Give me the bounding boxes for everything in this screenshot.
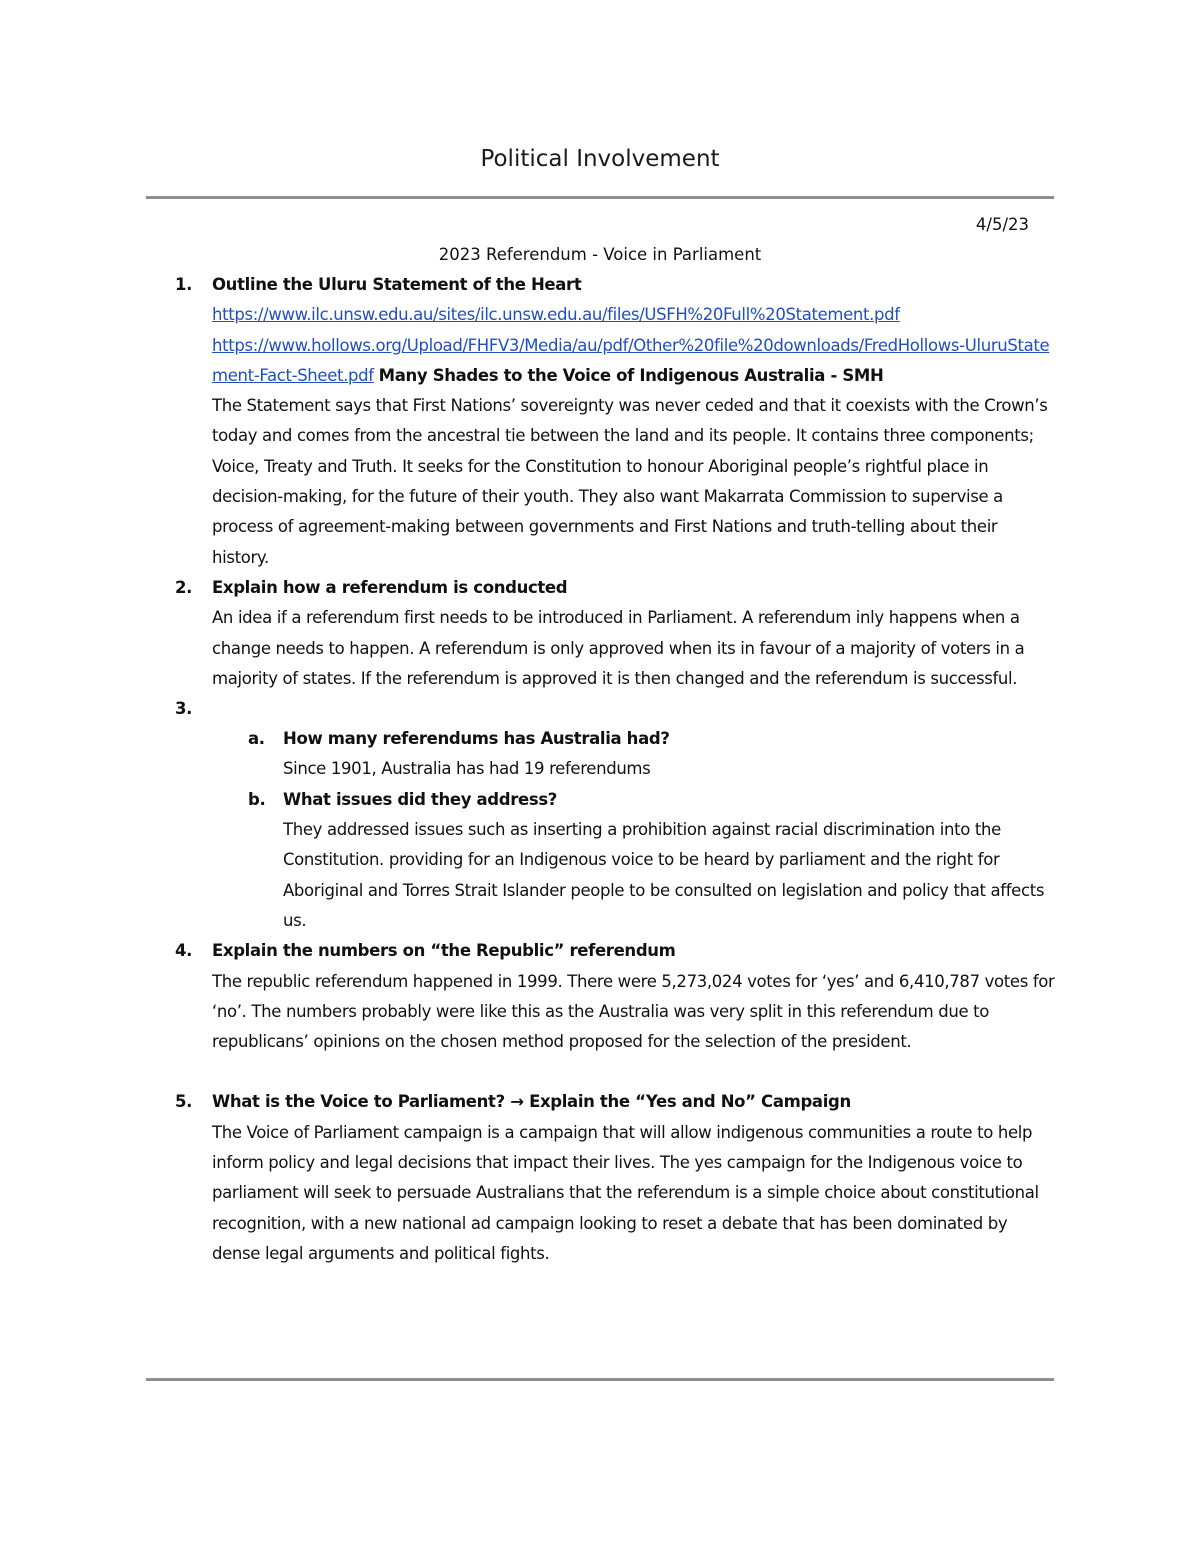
subquestion-heading: How many referendums has Australia had? — [283, 729, 670, 749]
question-heading: Explain the numbers on “the Republic” referendum — [212, 941, 676, 961]
question-1 — [175, 270, 1057, 573]
question-heading: What is the Voice to Parliament? → Explain the “Yes and No” Campaign — [212, 1092, 851, 1112]
reference-source: Many Shades to the Voice of Indigenous Australia - SMH — [378, 365, 884, 385]
answer-text: They addressed issues such as inserting a prohibition against racial discrimination into the Constitution. providing for an Indigenous voice to be heard by parliament and the right for Aboriginal and Torres Strait Islander people to be consulted on legislation and policy that affects us. — [283, 820, 1045, 930]
subquestion-heading: What issues did they address? — [283, 789, 558, 809]
paragraph-gap — [212, 1057, 1057, 1087]
subquestion-a — [212, 724, 1057, 785]
answer-text: The republic referendum happened in 1999. There were 5,273,024 votes for ‘yes’ and 6,410,787 votes for ‘no’. The numbers probably were like this as the Australia was very split in this referendum due to republicans’ opinions on the chosen method proposed for the selection of the president. — [212, 971, 1055, 1052]
subquestion-label: a. — [248, 729, 265, 749]
document-date: 4/5/23 — [975, 215, 1029, 234]
question-heading: Outline the Uluru Statement of the Heart — [212, 275, 582, 294]
question-5 — [175, 1087, 1057, 1269]
question-number: 1. — [175, 275, 193, 294]
answer-text: The Voice of Parliament campaign is a campaign that will allow indigenous communities a route to help inform policy and legal decisions that impact their lives. The yes campaign for the Indigenous voice to parliament will seek to persuade Australians that the referendum is a simple choice about constitutional recognition, with a new national ad campaign looking to reset a debate that has been dominated by dense legal arguments and political fights. — [212, 1122, 1039, 1263]
question-number: 5. — [175, 1092, 193, 1112]
top-divider — [146, 196, 1054, 199]
reference-link-1[interactable]: https://www.ilc.unsw.edu.au/sites/ilc.unsw.edu.au/files/USFH%20Full%20Statement.pdf — [212, 305, 900, 325]
subquestion-b — [212, 785, 1057, 936]
page-title: Political Involvement — [480, 146, 720, 172]
reference-links — [212, 300, 1057, 391]
answer-text: Since 1901, Australia has had 19 referendums — [283, 759, 651, 779]
question-4 — [175, 936, 1057, 1057]
question-heading: Explain how a referendum is conducted — [212, 577, 568, 597]
bottom-divider — [146, 1378, 1054, 1381]
question-2 — [175, 573, 1057, 694]
document-subtitle: 2023 Referendum - Voice in Parliament — [438, 245, 762, 264]
question-number: 2. — [175, 577, 193, 597]
document-body — [175, 270, 1057, 1269]
reference-link-2[interactable]: https://www.hollows.org/Upload/FHFV3/Media/au/pdf/Other%20file%20downloads/FredHollows-UluruStatement-Fact-Sheet.pdf — [212, 335, 1050, 385]
subquestion-label: b. — [248, 789, 266, 809]
empty-line — [212, 694, 1057, 724]
question-number: 3. — [175, 699, 193, 719]
answer-text: The Statement says that First Nations’ sovereignty was never ceded and that it coexists with the Crown’s today and comes from the ancestral tie between the land and its people. It contains three components; Voice, Treaty and Truth. It seeks for the Constitution to honour Aboriginal people’s rightful place in decision-making, for the future of their youth. They also want Makarrata Commission to supervise a process of agreement-making between governments and First Nations and truth-telling about their history. — [212, 396, 1048, 567]
question-3 — [175, 694, 1057, 936]
question-number: 4. — [175, 941, 193, 961]
answer-text: An idea if a referendum first needs to be introduced in Parliament. A referendum inly happens when a change needs to happen. A referendum is only approved when its in favour of a majority of voters in a majority of states. If the referendum is approved it is then changed and the referendum is successful. — [212, 608, 1025, 688]
